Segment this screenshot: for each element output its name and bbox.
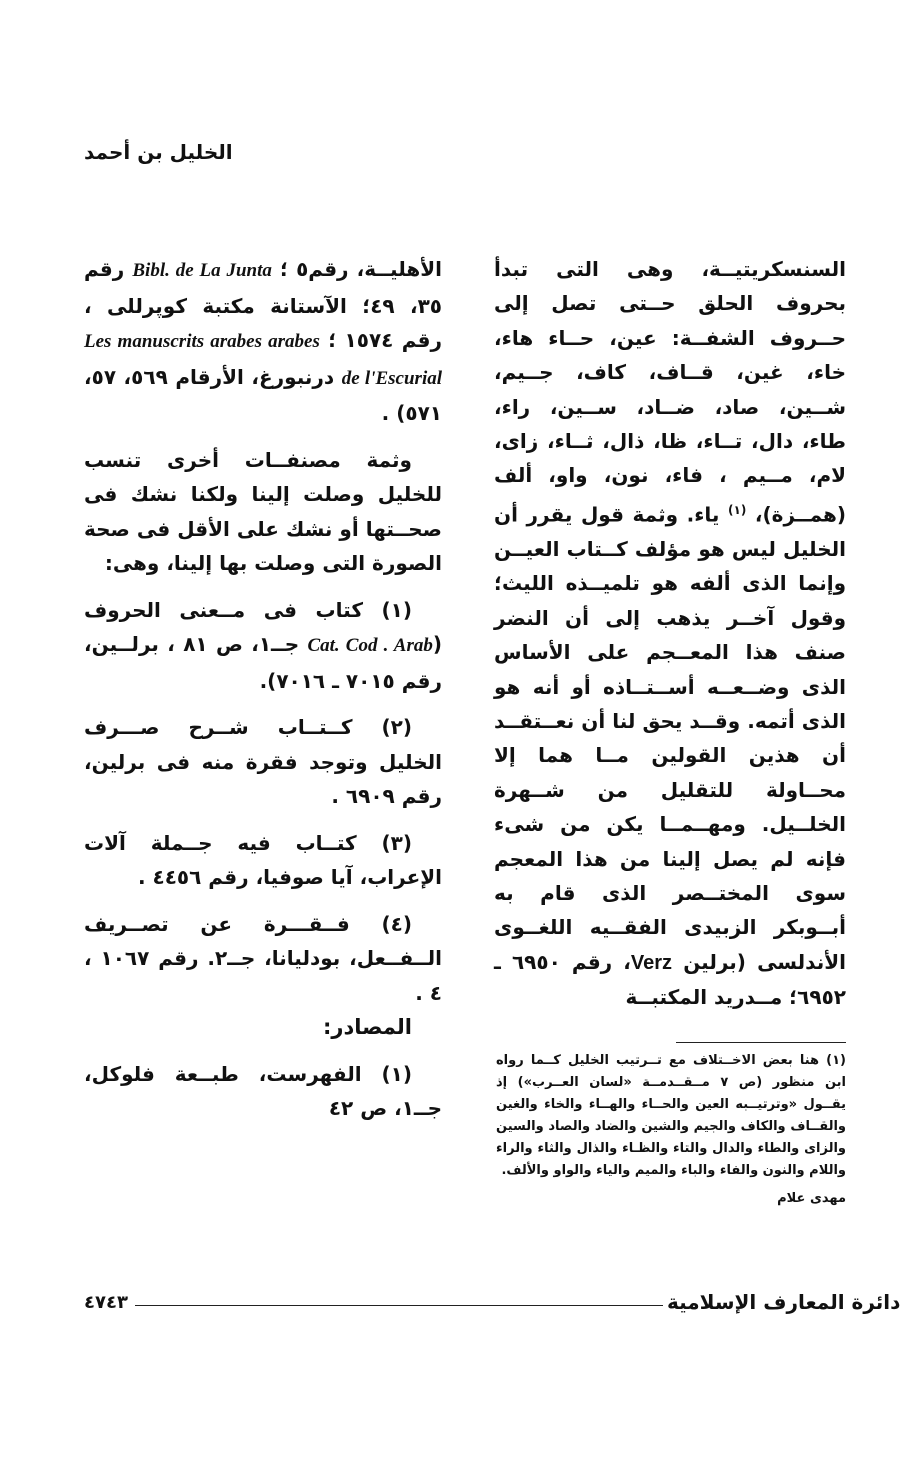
- running-head: الخليل بن أحمد: [84, 140, 233, 164]
- item1-a: (١) كتاب فى مــعنى الحروف (: [84, 597, 442, 656]
- footnote-marker: (١): [728, 502, 747, 517]
- right-column-text: [494, 252, 846, 1015]
- footnote-signature: مهدى علام: [777, 1191, 846, 1206]
- footer-publication-title: دائرة المعارف الإسلامية: [667, 1290, 901, 1314]
- right-column: [494, 252, 846, 1015]
- source-item-1: (١) الفهرست، طبــعة فلوكل، جــ١، ص ٤٢: [84, 1061, 442, 1120]
- other-works-paragraph: وثمة مصنفــات أخرى تنسب للخليل وصلت إلينا ولكنا نشك فى صحــتها أو نشك على الأقل فى صحة الصورة التى وصلت بها إلينا، وهى:: [84, 447, 442, 575]
- latin-junta: Bibl. de La Junta: [132, 260, 272, 281]
- p1-b: رقم ٣٥، ٤٩؛ الآستانة مكتبة كوپرللى ، رقم ١٥٧٤ ؛: [84, 257, 442, 352]
- latin-escurial: Les manuscrits arabes arabes de l'Escurial: [84, 331, 443, 389]
- work-item-1: [84, 593, 442, 699]
- p1-c: درنبورغ، الأرقام ٥٦٩، ٥٧، ٥٧١) .: [84, 364, 442, 425]
- work-item-4: (٤) فــقـــرة عن تصــريف الــفــعل، بودليانا، جــ٢. رقم ١٠٦٧ ، ٤ .: [84, 911, 442, 1005]
- text-before-note: السنسكريتيــة، وهى التى تبدأ بحروف الحلق حــتى تصل إلى حــروف الشفــة: عين، حــاء هاء، خاء، غين، قــاف، كاف، جــيم، شــين، صاد، ضــاد، ســين، راء، طاء، دال، تــاء، ظا، ذال، ثــاء، زاى، لام، مــيم ، فاء، نون، واو، ألف (همــزة)،: [494, 257, 846, 527]
- latin-verz: Verz: [630, 951, 673, 974]
- text-after-note: ياء. وثمة قول يقرر أن الخليل ليس هو مؤلف كــتاب العيــن وإنما الذى ألفه هو تلميــذه الليث؛ وقول آخــر يذهب إلى أن النضر صنف هذا المعــجم على الأساس الذى وضــعــه أســتــاذه أو أنه هو الذى أتمه. وقــد يحق لنا أن نعــتقــد أن هذين القولين مــا هما إلا محــاولة للتقليل من شــهرة الخلــيل. ومهــمــا يكن من شىء فإنه لم يصل إلينا من هذا المعجم سوى المختــصر الذى قام به أبــوبكر الزبيدى الفقــيه اللغــوى الأندلسى (برلين: [494, 502, 846, 974]
- footer-rule: [135, 1305, 663, 1306]
- footnote: [496, 1050, 846, 1210]
- item1-b: جــ١، ص ٨١ ، برلــين، رقم ٧٠١٥ ـ ٧٠١٦).: [84, 632, 442, 693]
- sources-heading: المصادر:: [322, 1015, 412, 1039]
- left-column: [84, 252, 442, 1126]
- work-item-2: (٢) كــتــاب شــرح صـــرف الخليل وتوجد فقرة منه فى برلين، رقم ٦٩٠٩ .: [84, 715, 442, 808]
- manuscript-paragraph: [84, 252, 442, 431]
- p1-a: الأهليــة، رقم٥ ؛: [279, 257, 442, 281]
- text-end: ، رقم ٦٩٥٠ ـ ٦٩٥٢؛ مــدريد المكتبــة: [494, 949, 846, 1010]
- footnote-text: (١) هنا بعض الاخــتلاف مع تــرتيب الخليل كــما رواه ابن منظور (ص ٧ مــقــدمــة «لسان العــرب») إذ يقــول «وترتيــبه العين والحــاء والهــاء والخاء والغين والقــاف والكاف والجيم والشين والضاد والصاد والسين والزاى والطاء والدال والتاء والظـاء والذال والثاء والراء واللام والنون والفاء والباء والميم والياء والواو والألف.: [496, 1053, 846, 1178]
- work-item-3: (٣) كتــاب فيه جــملة آلات الإعراب، آيا صوفيا، رقم ٤٤٥٦ .: [84, 830, 442, 889]
- footer-page-number: ٤٧٤٣: [84, 1292, 128, 1313]
- footnote-separator: [676, 1042, 846, 1043]
- latin-cat-cod-arab: Cat. Cod . Arab: [307, 635, 433, 656]
